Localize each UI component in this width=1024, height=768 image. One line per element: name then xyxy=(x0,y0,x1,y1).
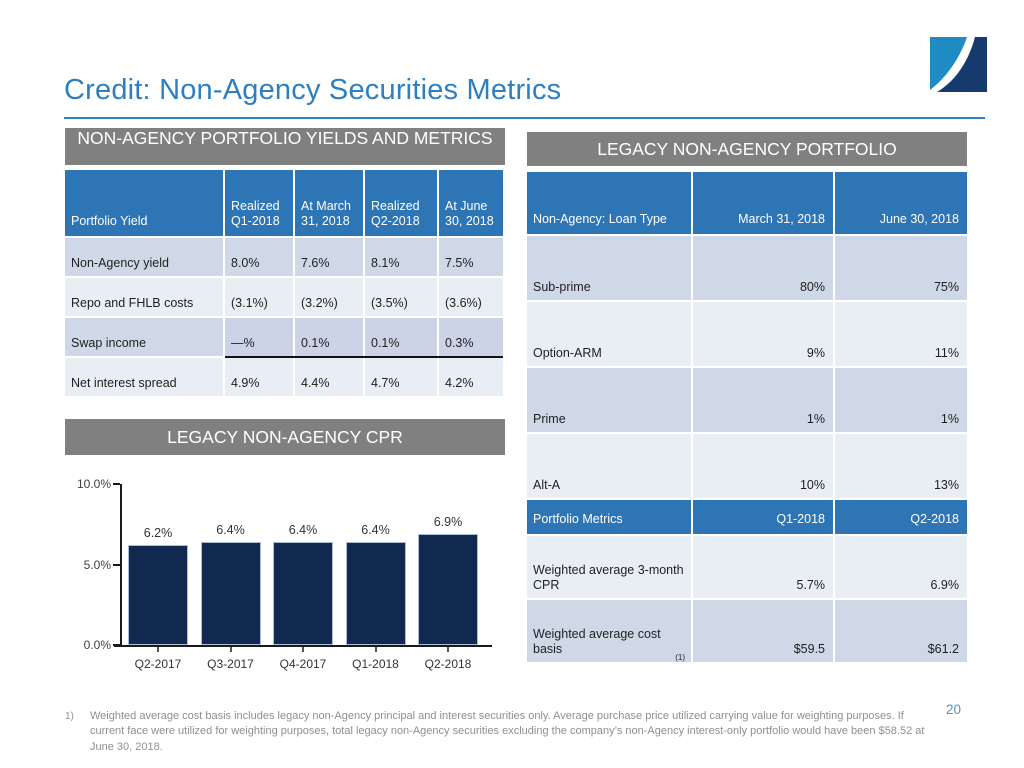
portfolio-table xyxy=(527,172,967,662)
table-cell: (3.2%) xyxy=(295,278,363,316)
y-axis-tick-label: 0.0% xyxy=(83,638,111,652)
portfolio-col-header: Non-Agency: Loan Type xyxy=(527,172,691,234)
table-cell: 1% xyxy=(693,368,833,432)
row-label: Repo and FHLB costs xyxy=(65,278,223,316)
y-axis-tick xyxy=(113,564,120,566)
x-axis-tick-label: Q3-2017 xyxy=(207,657,254,671)
row-label: Net interest spread xyxy=(65,358,223,396)
x-axis-tick-label: Q1-2018 xyxy=(352,657,399,671)
table-cell: (3.6%) xyxy=(439,278,503,316)
bar-value-label: 6.9% xyxy=(433,514,463,529)
table-cell: 7.6% xyxy=(295,238,363,276)
row-label: Alt-A xyxy=(527,434,691,498)
table-cell: 4.2% xyxy=(439,358,503,396)
bar-value-label: 6.4% xyxy=(361,522,390,537)
row-label: Non-Agency yield xyxy=(65,238,223,276)
metrics-subheader: Q2-2018 xyxy=(835,500,967,534)
metrics-subheader: Portfolio Metrics xyxy=(527,500,691,534)
portfolio-section-header: LEGACY NON-AGENCY PORTFOLIO xyxy=(527,132,967,166)
subtotal-rule xyxy=(225,356,503,358)
portfolio-col-header: March 31, 2018 xyxy=(693,172,833,234)
table-cell: 4.9% xyxy=(225,358,293,396)
table-cell: 0.1% xyxy=(295,318,363,356)
table-cell: 1% xyxy=(835,368,967,432)
table-cell: $59.5 xyxy=(693,600,833,662)
row-label: Prime xyxy=(527,368,691,432)
table-cell: 0.3% xyxy=(439,318,503,356)
company-logo-icon xyxy=(930,37,987,92)
yields-col-header: Portfolio Yield xyxy=(65,170,223,236)
table-cell: 4.7% xyxy=(365,358,437,396)
bar-q1-2018 xyxy=(346,542,406,645)
yields-col-header: Realized Q2-2018 xyxy=(365,170,437,236)
x-axis-tick xyxy=(157,647,159,652)
cpr-chart xyxy=(65,455,505,685)
row-label: Weighted average cost basis (1) xyxy=(527,600,691,662)
y-axis-tick xyxy=(113,644,120,646)
yields-table xyxy=(65,170,503,396)
table-cell: 8.1% xyxy=(365,238,437,276)
yields-section-header: NON-AGENCY PORTFOLIO YIELDS AND METRICS xyxy=(65,128,505,165)
bar-value-label: 6.2% xyxy=(143,526,173,541)
footnote-text: Weighted average cost basis includes legacy non-Agency principal and interest securities only. Average purchase price utilized carrying value for weighting purposes. If current face were utilized for weighting purposes, total legacy non-Agency securities excluding the company’s non-Agency interest-only portfolio would have been $58.52 at June 30, 2018. xyxy=(90,710,925,753)
bar-value-label: 6.4% xyxy=(216,522,245,537)
table-cell: 4.4% xyxy=(295,358,363,396)
x-axis-tick xyxy=(302,647,304,652)
table-cell: 80% xyxy=(693,236,833,300)
row-label: Sub-prime xyxy=(527,236,691,300)
table-cell: 0.1% xyxy=(365,318,437,356)
table-cell: 6.9% xyxy=(835,536,967,598)
table-cell: 5.7% xyxy=(693,536,833,598)
table-cell: 7.5% xyxy=(439,238,503,276)
cpr-section-header: LEGACY NON-AGENCY CPR xyxy=(65,419,505,455)
x-axis-tick-label: Q4-2017 xyxy=(279,657,327,671)
x-axis-tick xyxy=(375,647,377,652)
y-axis-tick xyxy=(113,483,120,485)
row-label: Option-ARM xyxy=(527,302,691,366)
x-axis-tick-label: Q2-2017 xyxy=(134,657,182,671)
metrics-subheader: Q1-2018 xyxy=(693,500,833,534)
row-label: Weighted average 3-month CPR xyxy=(527,536,691,598)
y-axis-tick-label: 5.0% xyxy=(83,557,111,572)
bar-q2-2018 xyxy=(418,534,478,645)
yields-col-header: At June 30, 2018 xyxy=(439,170,503,236)
bar-q2-2017 xyxy=(128,545,188,645)
table-cell: $61.2 xyxy=(835,600,967,662)
table-cell: (3.1%) xyxy=(225,278,293,316)
table-cell: —% xyxy=(225,318,293,356)
portfolio-col-header: June 30, 2018 xyxy=(835,172,967,234)
table-cell: 75% xyxy=(835,236,967,300)
yields-col-header: At March 31, 2018 xyxy=(295,170,363,236)
y-axis-tick-label: 10.0% xyxy=(76,477,111,491)
table-cell: 13% xyxy=(835,434,967,498)
bar-q4-2017 xyxy=(273,542,333,645)
title-divider xyxy=(64,117,985,119)
table-cell: 11% xyxy=(835,302,967,366)
page-number: 20 xyxy=(946,702,962,717)
bar-value-label: 6.4% xyxy=(288,522,318,537)
yields-col-header: Realized Q1-2018 xyxy=(225,170,293,236)
bar-q3-2017 xyxy=(201,542,261,645)
y-axis xyxy=(120,484,122,646)
footnote xyxy=(65,709,937,755)
page-title: Credit: Non-Agency Securities Metrics xyxy=(64,74,562,106)
footnote-marker: 1) xyxy=(65,711,74,722)
table-cell: 10% xyxy=(693,434,833,498)
table-cell: (3.5%) xyxy=(365,278,437,316)
table-cell: 8.0% xyxy=(225,238,293,276)
x-axis-tick-label: Q2-2018 xyxy=(424,657,472,671)
table-cell: 9% xyxy=(693,302,833,366)
x-axis-tick xyxy=(447,647,449,652)
row-label: Swap income xyxy=(65,318,223,356)
x-axis-tick xyxy=(230,647,232,652)
